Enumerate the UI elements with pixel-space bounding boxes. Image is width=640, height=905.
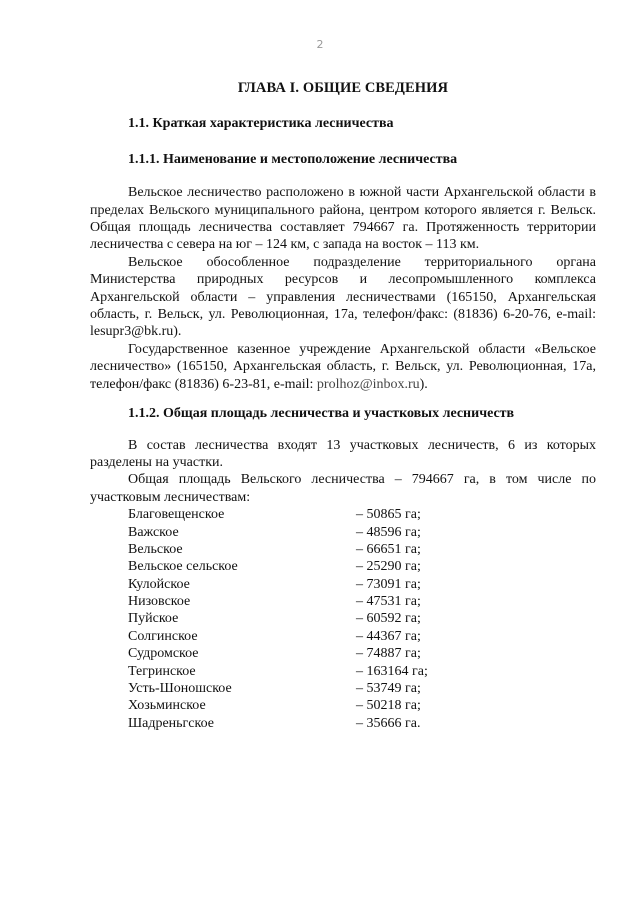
forestry-area: – 50218 га; xyxy=(356,698,421,714)
list-item xyxy=(128,524,596,541)
list-item xyxy=(128,628,596,645)
forestry-area: – 60592 га; xyxy=(356,611,421,627)
list-item xyxy=(128,715,596,732)
section-heading-1-1-1: 1.1.1. Наименование и местоположение лесничества xyxy=(128,151,458,167)
section-heading-1-1: 1.1. Краткая характеристика лесничества xyxy=(128,116,394,132)
section-heading-1-1-2: 1.1.2. Общая площадь лесничества и участковых лесничеств xyxy=(128,406,515,422)
paragraph-end: ). xyxy=(419,376,428,392)
list-item xyxy=(128,680,596,697)
list-item xyxy=(128,610,596,627)
forestry-area: – 163164 га; xyxy=(356,663,428,679)
list-item xyxy=(128,663,596,680)
paragraph-subdivision: Вельское обособленное подразделение территориального органа Министерства природных ресурсов и лесопромышленного комплекса Архангельской области – управления лесничествами (165150, Архангельская область, г. Вельск, ул. Революционная, 17а, телефон/факс: (81836) 6-20-76, e-mail: lesupr3@bk.ru). xyxy=(90,254,596,340)
page-number: 2 xyxy=(316,38,324,51)
paragraph-location: Вельское лесничество расположено в южной части Архангельской области в пределах Вельского муниципального района, центром которого является г. Вельск. Общая площадь лесничества составляет 794667 га. Протяженность территории лесничества с севера на юг – 124 км, с запада на восток – 113 км. xyxy=(90,185,596,253)
email-label: e-mail: xyxy=(273,376,317,392)
forestry-name: Вельское сельское xyxy=(128,559,238,575)
forestry-area: – 50865 га; xyxy=(356,507,421,523)
forestry-area: – 35666 га. xyxy=(356,715,421,731)
forestry-name: Тегринское xyxy=(128,663,196,679)
forestry-name: Хозьминское xyxy=(128,698,206,714)
chapter-title: ГЛАВА I. ОБЩИЕ СВЕДЕНИЯ xyxy=(237,80,449,96)
institution-text: Государственное казенное учреждение Архангельской области «Вельское лесничество» (165150, Архангельская область, г. Вельск, ул. Революционная, 17а, телефон/факс (81836) 6-23-81, xyxy=(90,341,596,392)
list-item xyxy=(128,697,596,714)
forestry-area: – 73091 га; xyxy=(356,576,421,592)
paragraph-state-institution xyxy=(90,341,596,393)
forestry-area: – 44367 га; xyxy=(356,628,421,644)
forestry-name: Усть-Шоношское xyxy=(128,681,232,697)
forestry-area: – 53749 га; xyxy=(356,681,421,697)
forestry-name: Благовещенское xyxy=(128,507,225,523)
forestry-name: Шадреньгское xyxy=(128,715,214,731)
list-item xyxy=(128,645,596,662)
forestry-name: Важское xyxy=(128,524,179,540)
list-item xyxy=(128,593,596,610)
forestry-name: Низовское xyxy=(128,594,191,610)
forestry-list xyxy=(128,506,596,732)
paragraph-composition: В состав лесничества входят 13 участковых лесничеств, 6 из которых разделены на участки. xyxy=(90,437,596,470)
paragraph-total-area: Общая площадь Вельского лесничества – 794667 га, в том числе по участковым лесничествам: xyxy=(90,472,596,505)
forestry-area: – 74887 га; xyxy=(356,646,421,662)
forestry-name: Вельское xyxy=(128,541,183,557)
forestry-area: – 66651 га; xyxy=(356,541,421,557)
list-item xyxy=(128,541,596,558)
email-link[interactable]: prolhoz@inbox.ru xyxy=(316,376,420,392)
forestry-name: Судромское xyxy=(128,646,199,662)
forestry-area: – 48596 га; xyxy=(356,524,421,540)
forestry-name: Кулойское xyxy=(128,576,190,592)
list-item xyxy=(128,576,596,593)
list-item xyxy=(128,506,596,523)
forestry-area: – 25290 га; xyxy=(356,559,421,575)
forestry-area: – 47531 га; xyxy=(356,594,421,610)
page-content xyxy=(90,80,596,732)
forestry-name: Солгинское xyxy=(128,628,198,644)
forestry-name: Пуйское xyxy=(128,611,179,627)
list-item xyxy=(128,558,596,575)
